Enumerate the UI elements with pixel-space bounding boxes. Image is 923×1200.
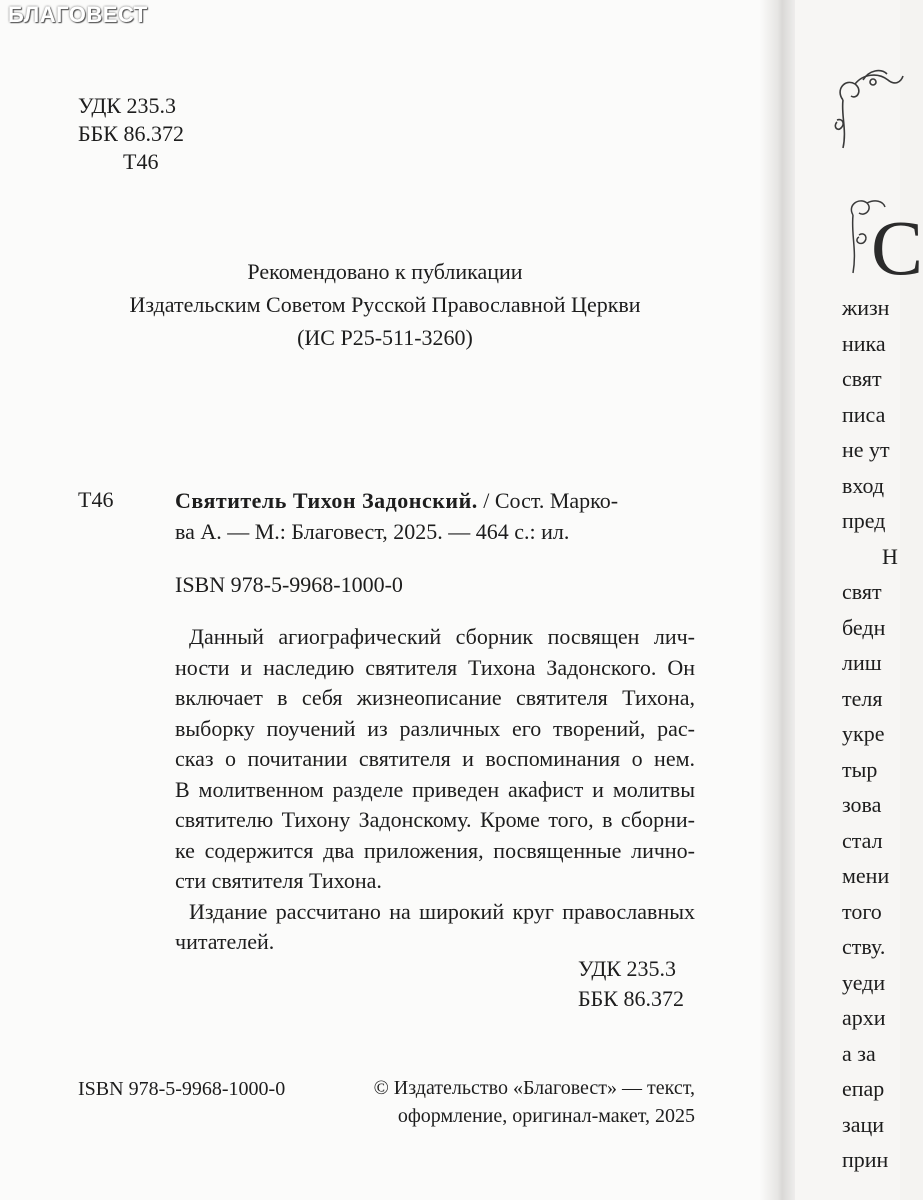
text-line: прин	[842, 1147, 889, 1172]
bbk-code: ББК 86.372	[78, 121, 184, 146]
text-line: пред	[842, 508, 886, 533]
text-line: писа	[842, 401, 886, 427]
bibliographic-line: ва А. — М.: Благовест, 2025. — 464 с.: ил.	[175, 519, 570, 544]
catalog-code: Т46	[78, 487, 114, 512]
text-line: жизн	[842, 295, 890, 320]
isbn-footer: ISBN 978-5-9968-1000-0	[78, 1078, 286, 1100]
recommendation-line: Рекомендовано к публикации	[247, 259, 523, 284]
text-line: теля	[842, 685, 883, 711]
watermark-logo: БЛАГОВЕСТ	[8, 2, 148, 27]
text-line: не ут	[842, 437, 890, 462]
recommendation-line: Издательским Советом Русской Православной Церкви	[129, 292, 641, 317]
flourish-ornament-icon	[833, 60, 903, 150]
annotation-line: ке содержится два приложения, посвященные лично-	[175, 837, 695, 863]
text-line: а за	[842, 1040, 876, 1066]
annotation-line: святителю Тихону Задонскому. Кроме того, в сборни-	[175, 807, 695, 832]
text-line: архи	[842, 1005, 886, 1030]
compiler: / Сост. Марко-	[477, 488, 619, 513]
author-sign: Т46	[123, 149, 159, 174]
text-line: ству.	[842, 934, 886, 959]
book-title: Святитель Тихон Задонский.	[175, 488, 478, 513]
text-line: уеди	[842, 969, 886, 995]
isbn-main: ISBN 978-5-9968-1000-0	[175, 572, 403, 597]
text-line: свят	[842, 579, 882, 604]
annotation-line: выборку поучений из различных его творений, рас-	[175, 715, 695, 741]
bbk-code: ББК 86.372	[578, 986, 684, 1011]
text-line: ника	[842, 330, 886, 356]
copyright-line: оформление, оригинал-макет, 2025	[397, 1105, 695, 1127]
text-line: тыр	[842, 756, 878, 782]
recommendation-line: (ИС Р25-511-3260)	[297, 325, 473, 350]
copyright-line: © Издательство «Благовест» — текст,	[373, 1077, 695, 1099]
book-gutter	[760, 0, 800, 1200]
right-page	[795, 0, 923, 1200]
text-line: Н	[882, 543, 898, 569]
text-line: епар	[842, 1076, 885, 1101]
text-line: бедн	[842, 614, 886, 640]
text-line: зова	[842, 792, 882, 817]
text-line: укре	[842, 721, 885, 746]
right-page-text	[842, 290, 898, 1178]
annotation-line: сказ о почитании святителя и воспоминания о нем.	[175, 746, 695, 771]
udk-code: УДК 235.3	[78, 93, 177, 118]
text-line: свят	[842, 366, 882, 391]
udk-code: УДК 235.3	[578, 956, 677, 981]
audience-line: Издание рассчитано на широкий круг православных	[189, 898, 695, 924]
classification-codes-top	[78, 92, 184, 176]
annotation-line: ности и наследию святителя Тихона Задонского. Он	[175, 654, 695, 680]
annotation	[175, 622, 695, 958]
annotation-line: Данный агиографический сборник посвящен лич-	[189, 624, 695, 649]
text-line: стал	[842, 827, 883, 853]
classification-codes-bottom	[578, 954, 684, 1014]
annotation-line: сти святителя Тихона.	[175, 868, 382, 893]
bibliographic-line	[175, 485, 695, 516]
text-line: заци	[842, 1111, 885, 1137]
recommendation-block	[0, 255, 770, 354]
copyright-notice	[345, 1074, 695, 1130]
text-line: того	[842, 898, 882, 924]
text-line: лиш	[842, 650, 882, 675]
text-line: мени	[842, 863, 890, 888]
annotation-line: включает в себя жизнеописание святителя Тихона,	[175, 685, 695, 710]
bibliographic-record	[175, 485, 695, 547]
annotation-line: В молитвенном разделе приведен акафист и молитвы	[175, 776, 695, 802]
audience-line: читателей.	[175, 929, 275, 954]
text-line: вход	[842, 472, 885, 498]
drop-cap: С	[871, 204, 923, 291]
